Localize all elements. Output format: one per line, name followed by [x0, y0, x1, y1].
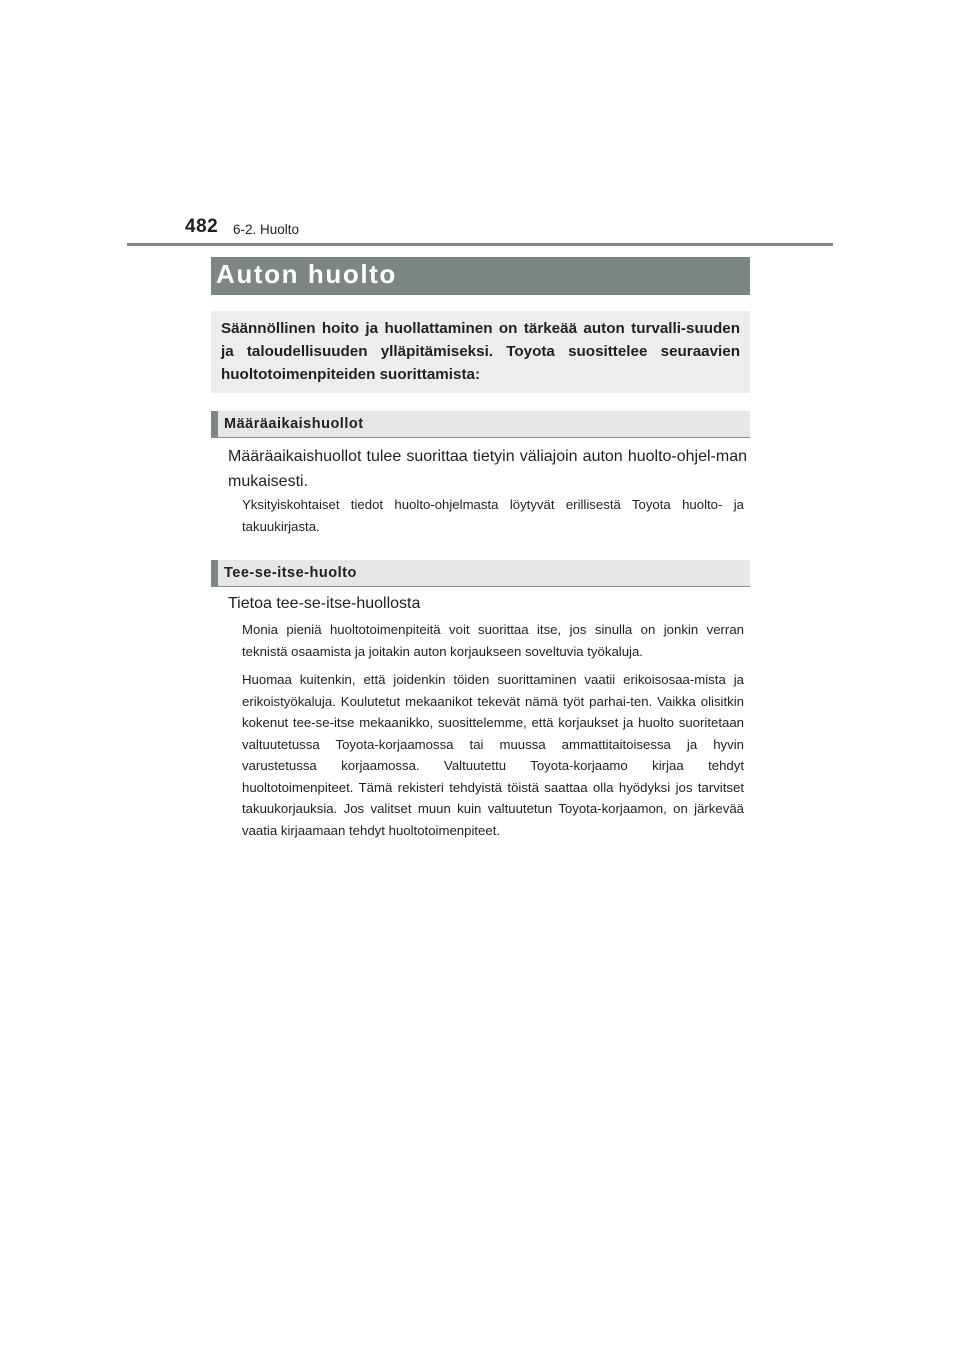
heading-accent-bar: [211, 560, 218, 586]
section-heading-tee-se-itse-huolto: [211, 560, 750, 587]
section-heading-label: Määräaikaishuollot: [224, 416, 364, 432]
section-heading-label: Tee-se-itse-huolto: [224, 565, 357, 581]
heading-accent-bar: [211, 411, 218, 437]
section-note: Yksityiskohtaiset tiedot huolto-ohjelmasta löytyvät erillisestä Toyota huolto- ja takuukirjasta.: [242, 497, 744, 534]
section-lead-text: Tietoa tee-se-itse-huollosta: [228, 595, 421, 612]
page-number: 482: [185, 216, 219, 237]
intro-box: [211, 311, 750, 393]
header-rule: [127, 243, 833, 246]
section-reference: 6-2. Huolto: [233, 222, 300, 237]
intro-text: Säännöllinen hoito ja huollattaminen on tärkeää auton turvalli-suuden ja taloudellisuuden ylläpitämiseksi. Toyota suosittelee seuraavien huoltotoimenpiteiden suorittamista:: [221, 320, 740, 383]
section-note: Huomaa kuitenkin, että joidenkin töiden suorittaminen vaatii erikoisosaa-mista ja erikoistyökaluja. Koulutetut mekaanikot tekevät nämä työt parhai-ten. Vaikka olisitkin kokenut tee-se-itse mekaanikko, suosittelemme, että korjaukset ja huolto suoritetaan valtuutetussa Toyota-korjaamossa tai muussa ammattitaitoisessa ja hyvin varustetussa korjaamossa. Valtuutettu Toyota-korjaamo kirjaa tehdyt huoltotoimenpiteet. Tämä rekisteri tehdyistä töistä saattaa olla hyödyksi jos tarvitset takuukorjauksia. Jos valitset muun kuin valtuutetun Toyota-korjaamon, on järkevää vaatia kirjaamaan tehdyt huoltotoimenpiteet.: [242, 672, 744, 838]
section-heading-maaraaikaishuollot: [211, 411, 750, 438]
section-lead-text: Määräaikaishuollot tulee suorittaa tietyin väliajoin auton huolto-ohjel-man mukaisesti.: [228, 448, 747, 490]
section-note: Monia pieniä huoltotoimenpiteitä voit suorittaa itse, jos sinulla on jonkin verran teknistä osaamista ja joitakin auton korjaukseen soveltuvia työkaluja.: [242, 622, 744, 659]
page-title: Auton huolto: [216, 259, 397, 289]
